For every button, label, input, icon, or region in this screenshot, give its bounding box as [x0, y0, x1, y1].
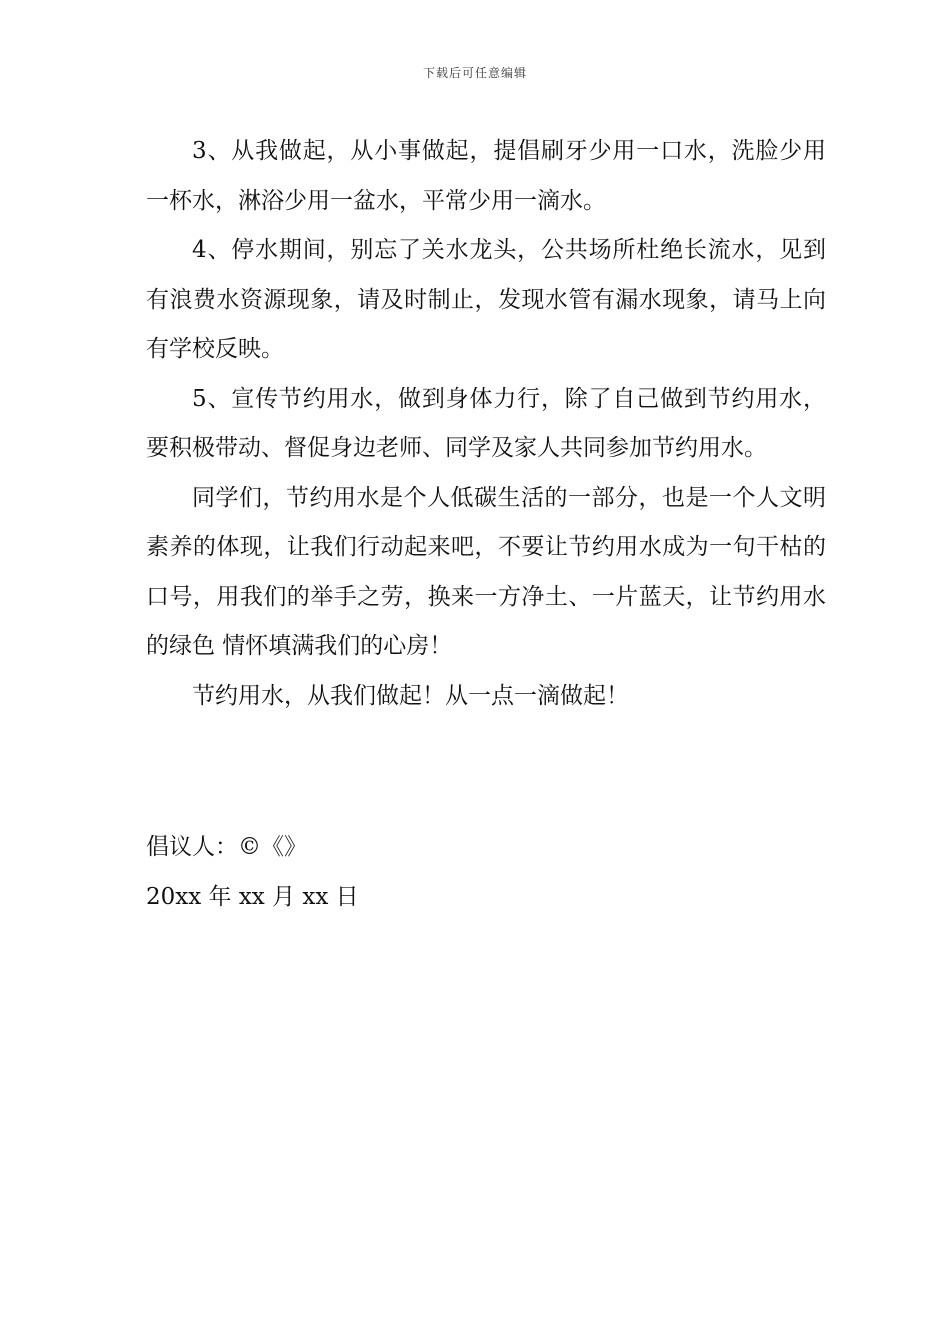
document-body	[146, 127, 826, 721]
proposer-line: 倡议人：©《》	[146, 834, 307, 860]
page-header: 下载后可任意编辑	[422, 66, 527, 80]
paragraph-item-4: 4、停水期间，别忘了关水龙头，公共场所杜绝长流水，见到有浪费水资源现象，请及时制止，发现水管有漏水现象，请马上向有学校反映。	[146, 237, 826, 362]
paragraph-item-3: 3、从我做起，从小事做起，提倡刷牙少用一口水，洗脸少用一杯水，淋浴少用一盆水，平常少用一滴水。	[146, 138, 826, 214]
paragraph-slogan: 节约用水，从我们做起！从一点一滴做起！	[192, 682, 629, 709]
paragraph-appeal: 同学们，节约用水是个人低碳生活的一部分，也是一个人文明素养的体现，让我们行动起来吧，不要让节约用水成为一句干枯的口号，用我们的举手之劳，换来一方净土、一片蓝天，让节约用水的绿色 情怀填满我们的心房！	[146, 484, 826, 659]
paragraph-item-5: 5、宣传节约用水，做到身体力行，除了自己做到节约用水，要积极带动、督促身边老师、同学及家人共同参加节约用水。	[146, 385, 826, 461]
date-line: 20xx 年 xx 月 xx 日	[146, 883, 359, 910]
signature-block	[146, 823, 359, 922]
